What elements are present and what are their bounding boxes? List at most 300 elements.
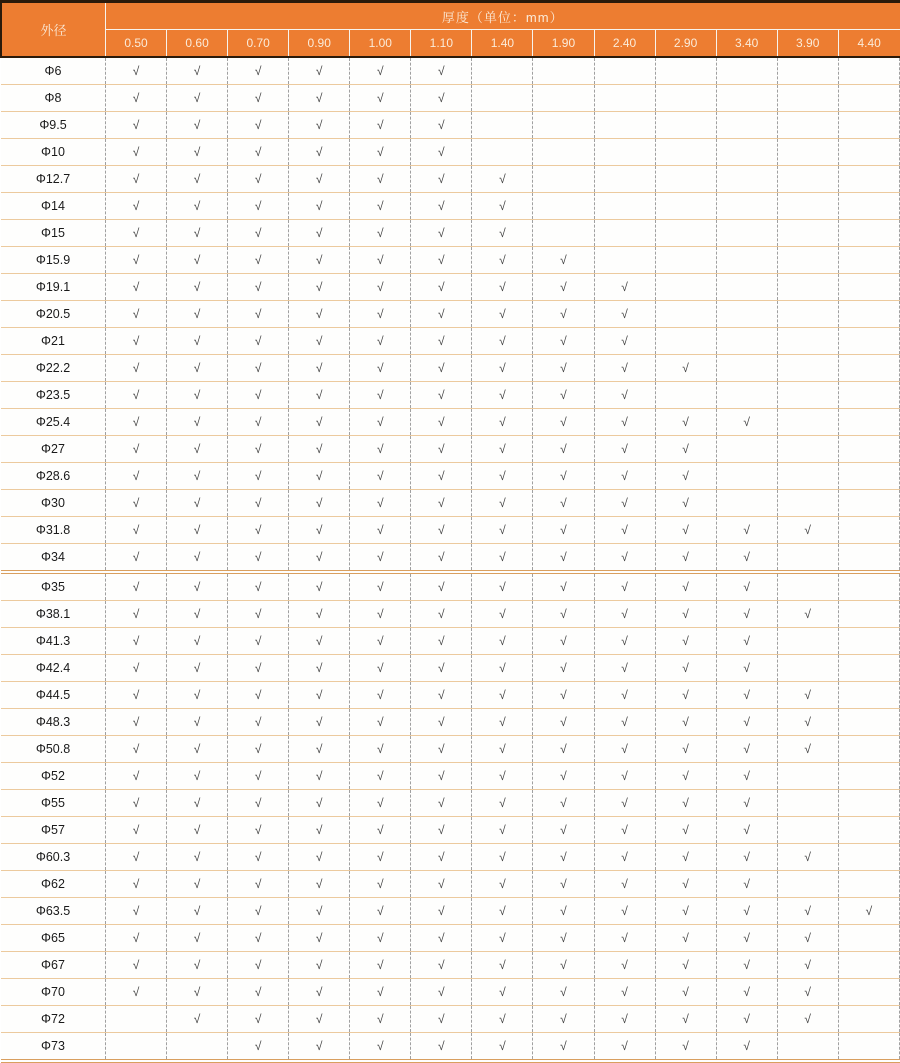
- empty-cell: [472, 57, 533, 85]
- check-cell: √: [533, 354, 594, 381]
- check-cell: √: [350, 516, 411, 543]
- empty-cell: [777, 627, 838, 654]
- check-cell: √: [594, 870, 655, 897]
- check-cell: √: [167, 111, 228, 138]
- check-cell: √: [106, 84, 167, 111]
- check-cell: √: [106, 870, 167, 897]
- check-cell: √: [594, 273, 655, 300]
- check-cell: √: [777, 843, 838, 870]
- check-cell: √: [594, 924, 655, 951]
- diameter-cell: Φ30: [1, 489, 106, 516]
- check-cell: √: [472, 381, 533, 408]
- diameter-cell: Φ55: [1, 789, 106, 816]
- empty-cell: [655, 57, 716, 85]
- check-cell: √: [594, 843, 655, 870]
- check-cell: √: [228, 57, 289, 85]
- check-cell: √: [289, 543, 350, 572]
- check-cell: √: [106, 354, 167, 381]
- empty-cell: [838, 572, 899, 601]
- check-cell: √: [533, 408, 594, 435]
- diameter-cell: Φ9.5: [1, 111, 106, 138]
- check-cell: √: [350, 273, 411, 300]
- check-cell: √: [289, 951, 350, 978]
- table-body: [1, 57, 900, 1061]
- check-cell: √: [167, 219, 228, 246]
- check-cell: √: [167, 708, 228, 735]
- empty-cell: [777, 870, 838, 897]
- table-row: [1, 435, 900, 462]
- check-cell: √: [594, 789, 655, 816]
- check-cell: √: [777, 681, 838, 708]
- check-cell: √: [411, 543, 472, 572]
- check-cell: √: [472, 978, 533, 1005]
- check-cell: √: [594, 489, 655, 516]
- empty-cell: [533, 138, 594, 165]
- thickness-group-title: 厚度（单位：mm）: [106, 2, 900, 30]
- check-cell: √: [594, 897, 655, 924]
- check-cell: √: [167, 735, 228, 762]
- check-cell: √: [472, 246, 533, 273]
- diameter-cell: Φ70: [1, 978, 106, 1005]
- check-cell: √: [289, 435, 350, 462]
- empty-cell: [777, 165, 838, 192]
- check-cell: √: [289, 84, 350, 111]
- empty-cell: [838, 57, 899, 85]
- check-cell: √: [167, 951, 228, 978]
- check-cell: √: [167, 843, 228, 870]
- check-cell: √: [106, 572, 167, 601]
- check-cell: √: [167, 627, 228, 654]
- empty-cell: [594, 138, 655, 165]
- empty-cell: [838, 408, 899, 435]
- empty-cell: [838, 246, 899, 273]
- empty-cell: [655, 84, 716, 111]
- diameter-cell: Φ8: [1, 84, 106, 111]
- table-row: [1, 516, 900, 543]
- check-cell: √: [289, 219, 350, 246]
- check-cell: √: [289, 408, 350, 435]
- diameter-cell: Φ15.9: [1, 246, 106, 273]
- check-cell: √: [411, 762, 472, 789]
- check-cell: √: [411, 600, 472, 627]
- diameter-cell: Φ41.3: [1, 627, 106, 654]
- empty-cell: [777, 327, 838, 354]
- check-cell: √: [350, 572, 411, 601]
- check-cell: √: [289, 246, 350, 273]
- empty-cell: [594, 219, 655, 246]
- empty-cell: [472, 84, 533, 111]
- empty-cell: [716, 246, 777, 273]
- check-cell: √: [655, 708, 716, 735]
- empty-cell: [472, 138, 533, 165]
- check-cell: √: [533, 843, 594, 870]
- check-cell: √: [777, 708, 838, 735]
- check-cell: √: [228, 627, 289, 654]
- diameter-cell: Φ23.5: [1, 381, 106, 408]
- check-cell: √: [594, 300, 655, 327]
- check-cell: √: [594, 708, 655, 735]
- empty-cell: [655, 381, 716, 408]
- empty-cell: [655, 192, 716, 219]
- check-cell: √: [533, 327, 594, 354]
- check-cell: √: [228, 354, 289, 381]
- check-cell: √: [289, 870, 350, 897]
- check-cell: √: [167, 84, 228, 111]
- check-cell: √: [411, 816, 472, 843]
- check-cell: √: [533, 735, 594, 762]
- check-cell: √: [350, 681, 411, 708]
- check-cell: √: [350, 138, 411, 165]
- diameter-cell: Φ14: [1, 192, 106, 219]
- empty-cell: [533, 84, 594, 111]
- check-cell: √: [289, 381, 350, 408]
- empty-cell: [716, 138, 777, 165]
- check-cell: √: [106, 762, 167, 789]
- check-cell: √: [411, 654, 472, 681]
- check-cell: √: [167, 1005, 228, 1032]
- empty-cell: [777, 354, 838, 381]
- table-row: [1, 273, 900, 300]
- check-cell: √: [716, 408, 777, 435]
- table-row: [1, 843, 900, 870]
- diameter-cell: Φ38.1: [1, 600, 106, 627]
- check-cell: √: [533, 870, 594, 897]
- check-cell: √: [472, 300, 533, 327]
- check-cell: √: [228, 600, 289, 627]
- check-cell: √: [106, 381, 167, 408]
- check-cell: √: [533, 654, 594, 681]
- table-row: [1, 327, 900, 354]
- check-cell: √: [350, 354, 411, 381]
- check-cell: √: [167, 165, 228, 192]
- check-cell: √: [472, 462, 533, 489]
- check-cell: √: [106, 273, 167, 300]
- check-cell: √: [228, 978, 289, 1005]
- thickness-col-header: 1.10: [411, 30, 472, 57]
- thickness-col-header: 2.40: [594, 30, 655, 57]
- empty-cell: [716, 381, 777, 408]
- check-cell: √: [106, 543, 167, 572]
- check-cell: √: [228, 219, 289, 246]
- check-cell: √: [655, 600, 716, 627]
- diameter-cell: Φ72: [1, 1005, 106, 1032]
- empty-cell: [838, 1005, 899, 1032]
- check-cell: √: [350, 1032, 411, 1061]
- check-cell: √: [106, 138, 167, 165]
- check-cell: √: [289, 327, 350, 354]
- check-cell: √: [228, 192, 289, 219]
- table-row: [1, 789, 900, 816]
- check-cell: √: [106, 57, 167, 85]
- check-cell: √: [411, 951, 472, 978]
- empty-cell: [655, 246, 716, 273]
- check-cell: √: [289, 165, 350, 192]
- table-row: [1, 654, 900, 681]
- check-cell: √: [472, 897, 533, 924]
- check-cell: √: [106, 300, 167, 327]
- check-cell: √: [289, 192, 350, 219]
- check-cell: √: [289, 924, 350, 951]
- thickness-col-header: 1.00: [350, 30, 411, 57]
- check-cell: √: [350, 381, 411, 408]
- check-cell: √: [167, 816, 228, 843]
- check-cell: √: [228, 489, 289, 516]
- empty-cell: [716, 219, 777, 246]
- check-cell: √: [411, 1032, 472, 1061]
- table-row: [1, 354, 900, 381]
- diameter-cell: Φ27: [1, 435, 106, 462]
- check-cell: √: [533, 627, 594, 654]
- check-cell: √: [533, 462, 594, 489]
- check-cell: √: [228, 246, 289, 273]
- check-cell: √: [411, 924, 472, 951]
- empty-cell: [838, 354, 899, 381]
- check-cell: √: [167, 354, 228, 381]
- check-cell: √: [289, 843, 350, 870]
- check-cell: √: [716, 1032, 777, 1061]
- empty-cell: [838, 543, 899, 572]
- table-row: [1, 543, 900, 572]
- check-cell: √: [472, 735, 533, 762]
- empty-cell: [838, 816, 899, 843]
- check-cell: √: [411, 219, 472, 246]
- empty-cell: [716, 462, 777, 489]
- check-cell: √: [289, 111, 350, 138]
- empty-cell: [838, 1032, 899, 1061]
- check-cell: √: [350, 165, 411, 192]
- check-cell: √: [350, 489, 411, 516]
- diameter-cell: Φ6: [1, 57, 106, 85]
- empty-cell: [106, 1032, 167, 1061]
- check-cell: √: [350, 408, 411, 435]
- empty-cell: [594, 84, 655, 111]
- check-cell: √: [106, 816, 167, 843]
- check-cell: √: [594, 1005, 655, 1032]
- check-cell: √: [472, 762, 533, 789]
- check-cell: √: [594, 354, 655, 381]
- empty-cell: [838, 435, 899, 462]
- empty-cell: [655, 138, 716, 165]
- check-cell: √: [655, 951, 716, 978]
- check-cell: √: [106, 408, 167, 435]
- check-cell: √: [716, 543, 777, 572]
- check-cell: √: [594, 816, 655, 843]
- check-cell: √: [594, 462, 655, 489]
- check-cell: √: [533, 681, 594, 708]
- empty-cell: [838, 627, 899, 654]
- diameter-cell: Φ52: [1, 762, 106, 789]
- check-cell: √: [167, 516, 228, 543]
- check-cell: √: [350, 951, 411, 978]
- check-cell: √: [106, 627, 167, 654]
- check-cell: √: [533, 789, 594, 816]
- empty-cell: [533, 165, 594, 192]
- table-row: [1, 57, 900, 85]
- diameter-cell: Φ20.5: [1, 300, 106, 327]
- check-cell: √: [106, 681, 167, 708]
- check-cell: √: [228, 951, 289, 978]
- check-cell: √: [350, 816, 411, 843]
- check-cell: √: [411, 843, 472, 870]
- check-cell: √: [411, 735, 472, 762]
- empty-cell: [838, 870, 899, 897]
- diameter-cell: Φ15: [1, 219, 106, 246]
- check-cell: √: [289, 978, 350, 1005]
- check-cell: √: [777, 978, 838, 1005]
- check-cell: √: [533, 708, 594, 735]
- check-cell: √: [716, 789, 777, 816]
- diameter-cell: Φ73: [1, 1032, 106, 1061]
- check-cell: √: [167, 978, 228, 1005]
- check-cell: √: [228, 138, 289, 165]
- diameter-cell: Φ25.4: [1, 408, 106, 435]
- table-row: [1, 84, 900, 111]
- check-cell: √: [777, 951, 838, 978]
- check-cell: √: [106, 843, 167, 870]
- empty-cell: [594, 57, 655, 85]
- table-row: [1, 219, 900, 246]
- check-cell: √: [472, 192, 533, 219]
- empty-cell: [838, 516, 899, 543]
- empty-cell: [594, 192, 655, 219]
- check-cell: √: [106, 111, 167, 138]
- check-cell: √: [655, 735, 716, 762]
- check-cell: √: [472, 1032, 533, 1061]
- check-cell: √: [289, 627, 350, 654]
- empty-cell: [838, 762, 899, 789]
- empty-cell: [594, 246, 655, 273]
- check-cell: √: [838, 897, 899, 924]
- check-cell: √: [533, 572, 594, 601]
- check-cell: √: [106, 219, 167, 246]
- check-cell: √: [228, 572, 289, 601]
- check-cell: √: [716, 1005, 777, 1032]
- thickness-col-header: 4.40: [838, 30, 899, 57]
- check-cell: √: [350, 435, 411, 462]
- check-cell: √: [411, 516, 472, 543]
- check-cell: √: [289, 897, 350, 924]
- empty-cell: [716, 84, 777, 111]
- check-cell: √: [167, 462, 228, 489]
- check-cell: √: [350, 600, 411, 627]
- empty-cell: [838, 381, 899, 408]
- check-cell: √: [228, 111, 289, 138]
- empty-cell: [838, 924, 899, 951]
- check-cell: √: [655, 435, 716, 462]
- check-cell: √: [289, 354, 350, 381]
- check-cell: √: [594, 516, 655, 543]
- check-cell: √: [411, 354, 472, 381]
- table-row: [1, 572, 900, 601]
- check-cell: √: [411, 708, 472, 735]
- check-cell: √: [350, 219, 411, 246]
- check-cell: √: [350, 327, 411, 354]
- empty-cell: [838, 165, 899, 192]
- check-cell: √: [411, 627, 472, 654]
- check-cell: √: [106, 708, 167, 735]
- diameter-cell: Φ28.6: [1, 462, 106, 489]
- empty-cell: [838, 735, 899, 762]
- check-cell: √: [167, 489, 228, 516]
- outer-diameter-header: 外径: [1, 2, 106, 57]
- check-cell: √: [655, 870, 716, 897]
- check-cell: √: [655, 789, 716, 816]
- check-cell: √: [655, 654, 716, 681]
- empty-cell: [838, 462, 899, 489]
- check-cell: √: [472, 219, 533, 246]
- check-cell: √: [350, 843, 411, 870]
- empty-cell: [777, 246, 838, 273]
- table-row: [1, 1032, 900, 1061]
- thickness-col-header: 3.90: [777, 30, 838, 57]
- check-cell: √: [106, 489, 167, 516]
- check-cell: √: [411, 870, 472, 897]
- empty-cell: [777, 57, 838, 85]
- empty-cell: [106, 1005, 167, 1032]
- check-cell: √: [228, 84, 289, 111]
- check-cell: √: [106, 897, 167, 924]
- empty-cell: [838, 138, 899, 165]
- check-cell: √: [167, 435, 228, 462]
- check-cell: √: [411, 165, 472, 192]
- check-cell: √: [716, 654, 777, 681]
- check-cell: √: [167, 681, 228, 708]
- check-cell: √: [411, 138, 472, 165]
- check-cell: √: [594, 951, 655, 978]
- check-cell: √: [533, 924, 594, 951]
- check-cell: √: [777, 516, 838, 543]
- diameter-cell: Φ21: [1, 327, 106, 354]
- check-cell: √: [167, 654, 228, 681]
- check-cell: √: [411, 300, 472, 327]
- check-cell: √: [472, 1005, 533, 1032]
- check-cell: √: [533, 816, 594, 843]
- check-cell: √: [350, 735, 411, 762]
- check-cell: √: [167, 138, 228, 165]
- thickness-col-header: 1.90: [533, 30, 594, 57]
- table-row: [1, 627, 900, 654]
- check-cell: √: [411, 408, 472, 435]
- check-cell: √: [350, 924, 411, 951]
- check-cell: √: [228, 408, 289, 435]
- check-cell: √: [106, 924, 167, 951]
- check-cell: √: [167, 57, 228, 85]
- check-cell: √: [228, 924, 289, 951]
- check-cell: √: [716, 951, 777, 978]
- check-cell: √: [289, 681, 350, 708]
- check-cell: √: [228, 1032, 289, 1061]
- thickness-col-header: 0.60: [167, 30, 228, 57]
- empty-cell: [777, 111, 838, 138]
- empty-cell: [594, 165, 655, 192]
- empty-cell: [655, 165, 716, 192]
- check-cell: √: [716, 708, 777, 735]
- check-cell: √: [289, 516, 350, 543]
- check-cell: √: [411, 789, 472, 816]
- check-cell: √: [228, 327, 289, 354]
- check-cell: √: [533, 1005, 594, 1032]
- check-cell: √: [289, 1032, 350, 1061]
- check-cell: √: [655, 681, 716, 708]
- check-cell: √: [716, 572, 777, 601]
- diameter-cell: Φ62: [1, 870, 106, 897]
- check-cell: √: [533, 543, 594, 572]
- check-cell: √: [228, 300, 289, 327]
- check-cell: √: [228, 516, 289, 543]
- check-cell: √: [350, 789, 411, 816]
- check-cell: √: [655, 462, 716, 489]
- check-cell: √: [289, 273, 350, 300]
